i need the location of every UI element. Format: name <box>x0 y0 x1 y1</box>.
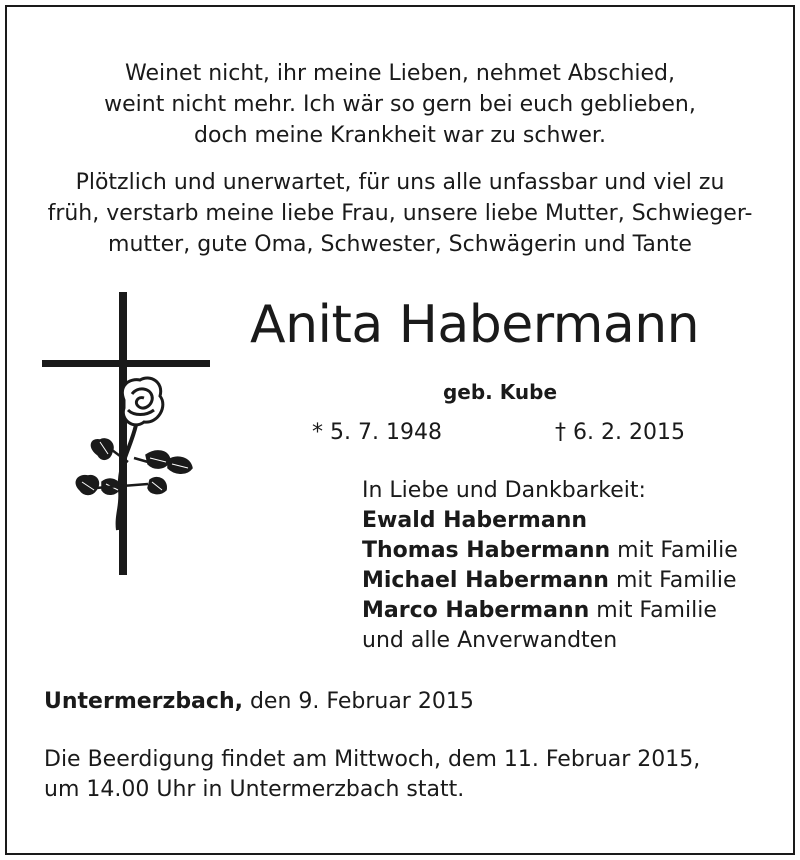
date: den 9. Februar 2015 <box>242 689 474 714</box>
funeral-line: um 14.00 Uhr in Untermerzbach statt. <box>44 777 465 802</box>
mourner-suffix: mit Familie <box>589 598 717 623</box>
cross-with-rose-icon <box>38 290 213 580</box>
mourner-name: Michael Habermann <box>362 568 609 593</box>
mourner-name: Ewald Habermann <box>362 508 588 533</box>
mourner-entry <box>362 566 738 596</box>
mourner-suffix: mit Familie <box>610 538 738 563</box>
mourners-block <box>362 476 738 656</box>
mourner-name: Thomas Habermann <box>362 538 611 563</box>
place: Untermerzbach, <box>44 689 243 714</box>
poem-line: Weinet nicht, ihr meine Lieben, nehmet Abschied, <box>124 61 676 86</box>
funeral-line: Die Beerdigung findet am Mittwoch, dem 11. Februar 2015, <box>44 747 701 772</box>
poem-line: weint nicht mehr. Ich wär so gern bei euch geblieben, <box>104 92 696 117</box>
intro-line: Plötzlich und unerwartet, für uns alle unfassbar und viel zu <box>75 170 725 195</box>
mourners-intro: In Liebe und Dankbarkeit: <box>362 478 646 503</box>
intro-text <box>0 167 800 260</box>
birth-name: geb. Kube <box>442 380 558 404</box>
place-and-date <box>44 689 474 714</box>
mourners-closing: und alle Anverwandten <box>362 628 618 653</box>
intro-line: mutter, gute Oma, Schwester, Schwägerin und Tante <box>108 232 692 257</box>
mourner-entry <box>362 506 738 536</box>
mourner-entry <box>362 596 738 626</box>
mourner-name: Marco Habermann <box>362 598 590 623</box>
deceased-name: Anita Habermann <box>250 295 700 355</box>
mourner-entry <box>362 536 738 566</box>
birth-date: * 5. 7. 1948 <box>312 420 442 445</box>
poem <box>0 58 800 151</box>
mourner-suffix: mit Familie <box>608 568 737 593</box>
poem-line: doch meine Krankheit war zu schwer. <box>194 123 606 148</box>
death-date: † 6. 2. 2015 <box>555 420 685 445</box>
intro-line: früh, verstarb meine liebe Frau, unsere liebe Mutter, Schwieger- <box>47 201 753 226</box>
funeral-info <box>44 745 700 805</box>
